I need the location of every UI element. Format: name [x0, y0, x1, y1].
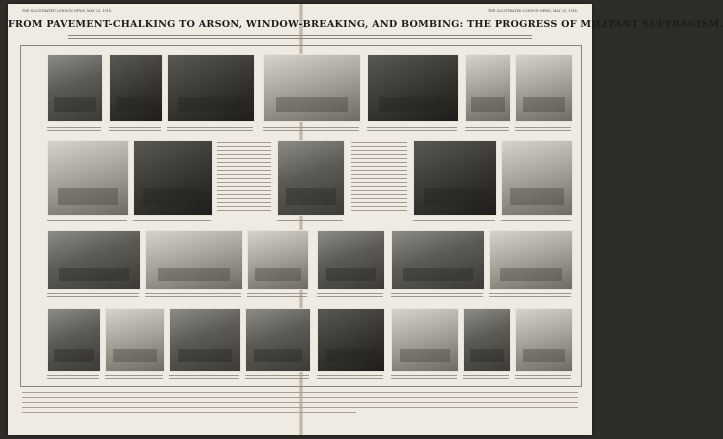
- photo: [465, 54, 511, 122]
- text-column: [217, 140, 271, 214]
- photo: [47, 140, 129, 216]
- photo: [391, 308, 459, 372]
- photo: [489, 230, 573, 290]
- photo-caption: [391, 374, 457, 379]
- photo-caption: [413, 218, 495, 223]
- photo: [317, 230, 385, 290]
- photo: [317, 308, 385, 372]
- photo-caption: [367, 126, 457, 131]
- photo-caption: [317, 374, 383, 379]
- photo-caption: [47, 218, 127, 223]
- text-column: [351, 140, 407, 214]
- photo-caption: [145, 292, 241, 297]
- photo: [133, 140, 213, 216]
- photo: [47, 308, 101, 372]
- photo: [413, 140, 497, 216]
- photo: [367, 54, 459, 122]
- photo-caption: [515, 126, 571, 131]
- photo: [247, 230, 309, 290]
- photo-caption: [247, 292, 307, 297]
- photo: [391, 230, 485, 290]
- photo: [105, 308, 165, 372]
- photo: [145, 230, 243, 290]
- photo-caption: [245, 374, 309, 379]
- headline: FROM PAVEMENT-CHALKING TO ARSON, WINDOW-BREAKING, AND BOMBING: THE PROGRESS OF MILITANT SUFFRAGISM.: [8, 19, 723, 30]
- photo-caption: [169, 374, 239, 379]
- photo-caption: [317, 292, 383, 297]
- photo: [263, 54, 361, 122]
- photo-credits-line: [68, 33, 532, 41]
- photo: [109, 54, 163, 122]
- photo-caption: [47, 374, 99, 379]
- photo: [169, 308, 241, 372]
- photo: [501, 140, 573, 216]
- photo: [463, 308, 511, 372]
- photo-caption: [515, 374, 571, 379]
- photo-caption: [263, 126, 359, 131]
- photo-caption: [47, 126, 101, 131]
- photo-grid: [20, 45, 582, 387]
- photo-caption: [109, 126, 161, 131]
- photo-caption: [105, 374, 163, 379]
- photo-caption: [133, 218, 211, 223]
- photo: [515, 308, 573, 372]
- photo: [245, 308, 311, 372]
- photo-caption: [463, 374, 509, 379]
- photo-caption: [47, 292, 139, 297]
- photo-caption: [489, 292, 571, 297]
- photo: [515, 54, 573, 122]
- photo: [167, 54, 255, 122]
- photo-caption: [391, 292, 483, 297]
- photo-caption: [277, 218, 343, 223]
- photo: [47, 54, 103, 122]
- photo: [277, 140, 345, 216]
- photo-caption: [465, 126, 509, 131]
- running-head-right: THE ILLUSTRATED LONDON NEWS, MAY 23, 1914.: [487, 9, 578, 13]
- running-head-left: THE ILLUSTRATED LONDON NEWS, MAY 23, 1914.: [22, 9, 113, 13]
- photo-caption: [167, 126, 253, 131]
- photo: [47, 230, 141, 290]
- article-body: [22, 390, 578, 416]
- photo-caption: [501, 218, 571, 223]
- newspaper-spread: [8, 4, 723, 435]
